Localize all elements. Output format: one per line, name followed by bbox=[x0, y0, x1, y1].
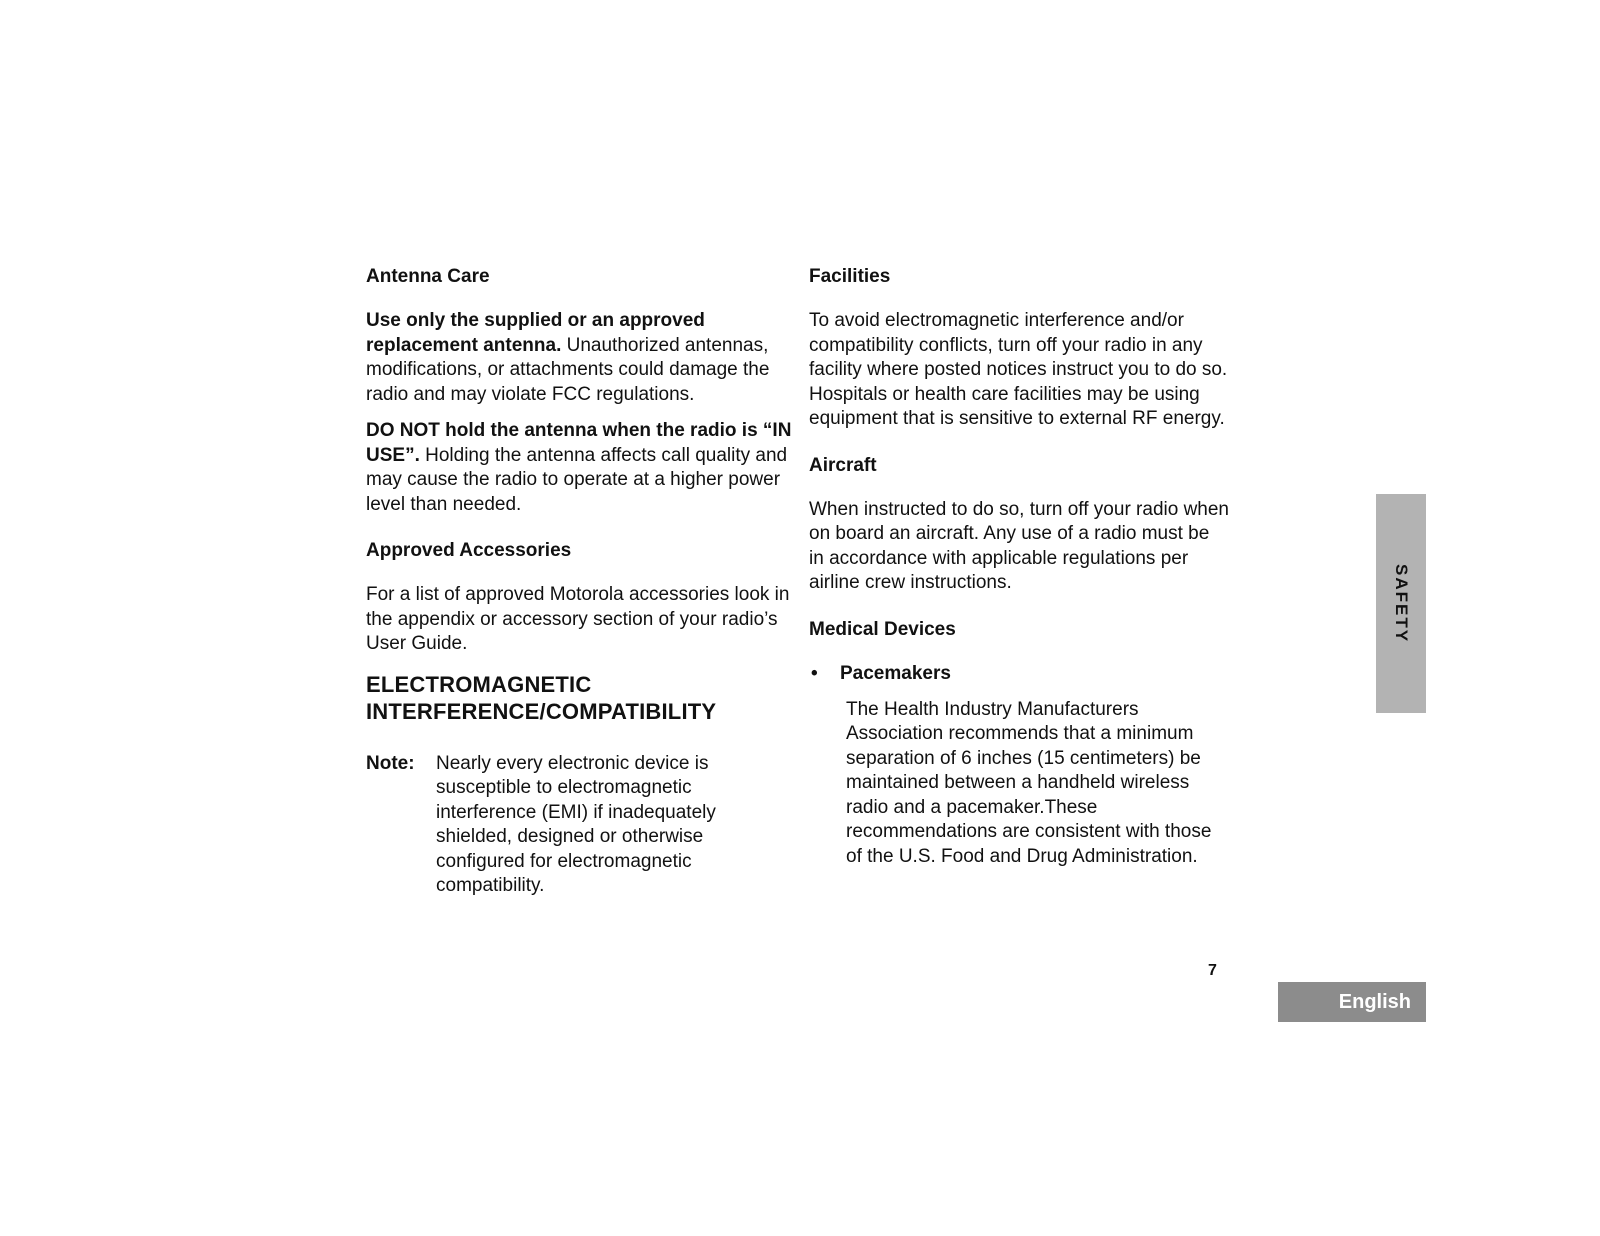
note-text: Nearly every electronic device is susceptible to electromagnetic interference (EMI) if inadequately shielded, designed or otherwise configured for electromagnetic compatibility. bbox=[436, 752, 716, 896]
facilities-text: To avoid electromagnetic interference and/or compatibility conflicts, turn off your radio in any facility where posted notices instruct you to do so. Hospitals or health care facilities may be using equipment that is sensitive to external RF energy. bbox=[809, 310, 1228, 429]
aircraft-heading: Aircraft bbox=[809, 454, 877, 476]
safety-side-tab bbox=[1376, 494, 1426, 713]
facilities-heading: Facilities bbox=[809, 266, 891, 287]
antenna-warning-text: Unauthorized antennas, modifications, or attachments could damage the radio and may violate FCC regulations. bbox=[366, 334, 770, 405]
emi-heading-line2: INTERFERENCE/COMPATIBILITY bbox=[366, 698, 717, 724]
antenna-warning-bold: Use only the supplied or an approved replacement antenna. bbox=[366, 310, 705, 356]
aircraft-text: When instructed to do so, turn off your radio when on board an aircraft. Any use of a radio must be in accordance with applicable regulations per airline crew instructions. bbox=[809, 498, 1229, 593]
antenna-hold-bold-a: DO NOT hold the antenna when the radio is “ bbox=[366, 420, 773, 441]
medical-devices-heading: Medical Devices bbox=[809, 618, 956, 640]
antenna-care-heading: Antenna Care bbox=[366, 266, 490, 287]
pacemakers-bullet bbox=[809, 662, 1229, 686]
antenna-hold-text: Holding the antenna affects call quality and may cause the radio to operate at a higher power level than needed. bbox=[366, 444, 788, 515]
antenna-hold-bold-b: IN USE bbox=[366, 420, 792, 466]
emi-heading bbox=[366, 671, 796, 725]
emi-heading-line1: ELECTROMAGNETIC bbox=[366, 671, 592, 697]
pacemakers-label: Pacemakers bbox=[840, 662, 951, 684]
approved-accessories-heading: Approved Accessories bbox=[366, 540, 572, 561]
right-column bbox=[809, 265, 1229, 881]
left-column bbox=[366, 265, 796, 899]
antenna-hold-bold-c: ”. bbox=[405, 444, 420, 466]
emi-note bbox=[366, 752, 796, 899]
safety-tab-label: SAFETY bbox=[1392, 563, 1411, 644]
bullet-icon: • bbox=[811, 662, 818, 684]
approved-accessories-text: For a list of approved Motorola accessories look in the appendix or accessory section of your radio’s User Guide. bbox=[366, 584, 790, 654]
antenna-care-paragraph-1 bbox=[366, 309, 796, 407]
pacemakers-text: The Health Industry Manufacturers Association recommends that a minimum separation of 6 inches (15 centimeters) be maintained between a handheld wireless radio and a pacemaker.These recommendations are consistent with those of the U.S. Food and Drug Administration. bbox=[846, 698, 1212, 867]
page-number: 7 bbox=[1208, 962, 1217, 979]
antenna-care-paragraph-2 bbox=[366, 419, 796, 517]
note-label: Note: bbox=[366, 752, 415, 774]
language-tab: English bbox=[1278, 982, 1426, 1022]
